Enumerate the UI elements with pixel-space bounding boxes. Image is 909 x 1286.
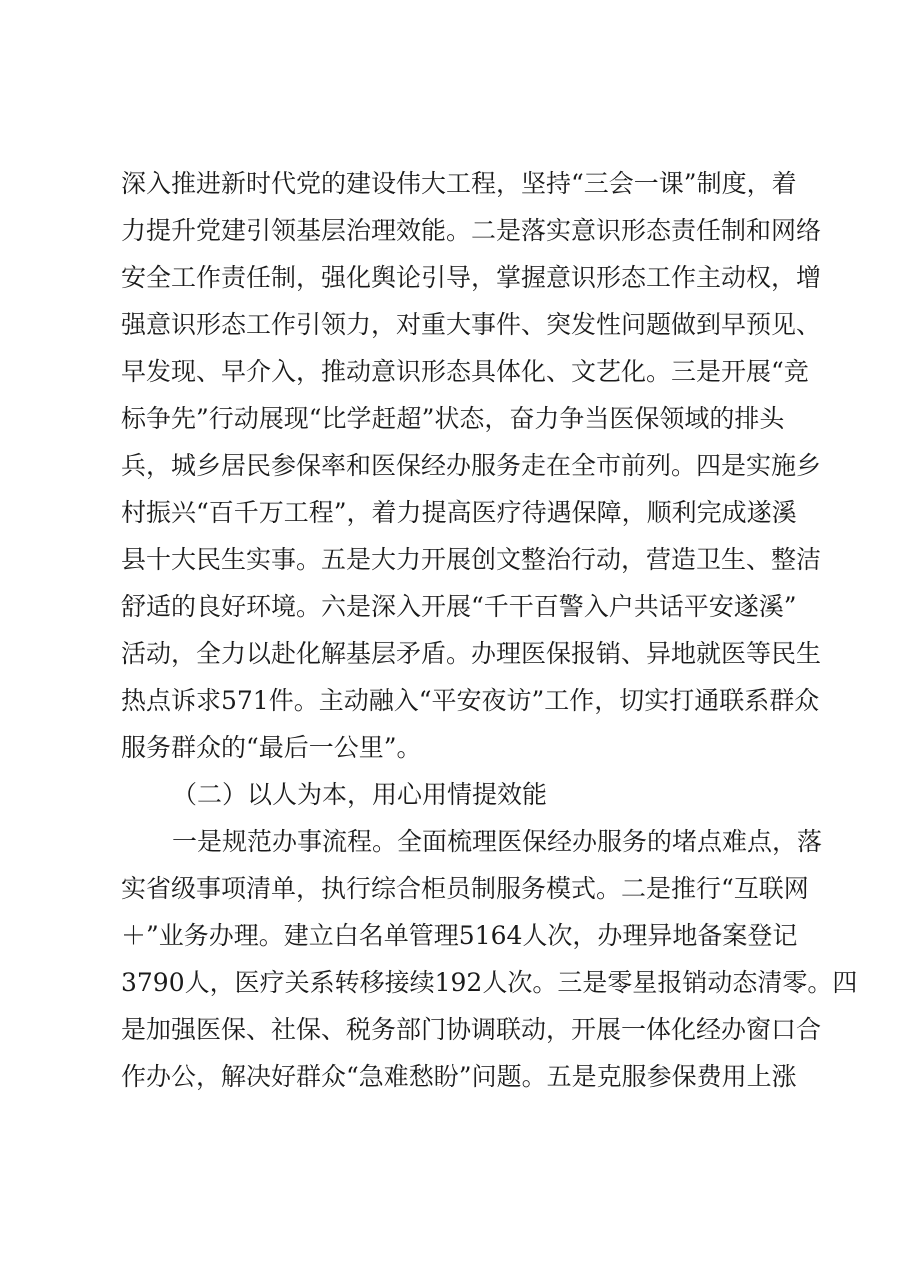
text-line: 3790人，医疗关系转移接续192人次。三是零星报销动态清零。四 bbox=[121, 968, 858, 997]
text-line: 服务群众的“最后一公里”。 bbox=[121, 733, 422, 762]
text-line: 活动，全力以赴化解基层矛盾。办理医保报销、异地就医等民生 bbox=[121, 639, 822, 668]
text-line: 强意识形态工作引领力，对重大事件、突发性问题做到早预见、 bbox=[121, 310, 822, 339]
section-heading: （二）以人为本，用心用情提效能 bbox=[172, 780, 548, 809]
text-line: 热点诉求571件。主动融入“平安夜访”工作，切实打通联系群众 bbox=[121, 686, 820, 715]
text-line: 实省级事项清单，执行综合柜员制服务模式。二是推行“互联网 bbox=[121, 874, 809, 903]
text-line: 早发现、早介入，推动意识形态具体化、文艺化。三是开展“竞 bbox=[121, 357, 809, 386]
text-line: 力提升党建引领基层治理效能。二是落实意识形态责任制和网络 bbox=[121, 216, 822, 245]
text-line: 一是规范办事流程。全面梳理医保经办服务的堵点难点，落 bbox=[172, 827, 823, 856]
text-line: 深入推进新时代党的建设伟大工程，坚持“三会一课”制度，着 bbox=[121, 169, 797, 198]
text-line: 县十大民生实事。五是大力开展创文整治行动，营造卫生、整洁 bbox=[121, 545, 822, 574]
text-line: 安全工作责任制，强化舆论引导，掌握意识形态工作主动权，增 bbox=[121, 263, 822, 292]
text-line: 是加强医保、社保、税务部门协调联动，开展一体化经办窗口合 bbox=[121, 1015, 822, 1044]
text-line: 标争先”行动展现“比学赶超”状态，奋力争当医保领域的排头 bbox=[121, 404, 785, 433]
text-line: 舒适的良好环境。六是深入开展“千干百警入户共话平安遂溪” bbox=[121, 592, 797, 621]
text-line: 兵，城乡居民参保率和医保经办服务走在全市前列。四是实施乡 bbox=[121, 451, 822, 480]
text-line: 村振兴“百千万工程”，着力提高医疗待遇保障，顺利完成遂溪 bbox=[121, 498, 797, 527]
text-line: 作办公，解决好群众“急难愁盼”问题。五是克服参保费用上涨 bbox=[121, 1062, 797, 1091]
text-line: ＋”业务办理。建立白名单管理5164人次，办理异地备案登记 bbox=[121, 921, 798, 950]
